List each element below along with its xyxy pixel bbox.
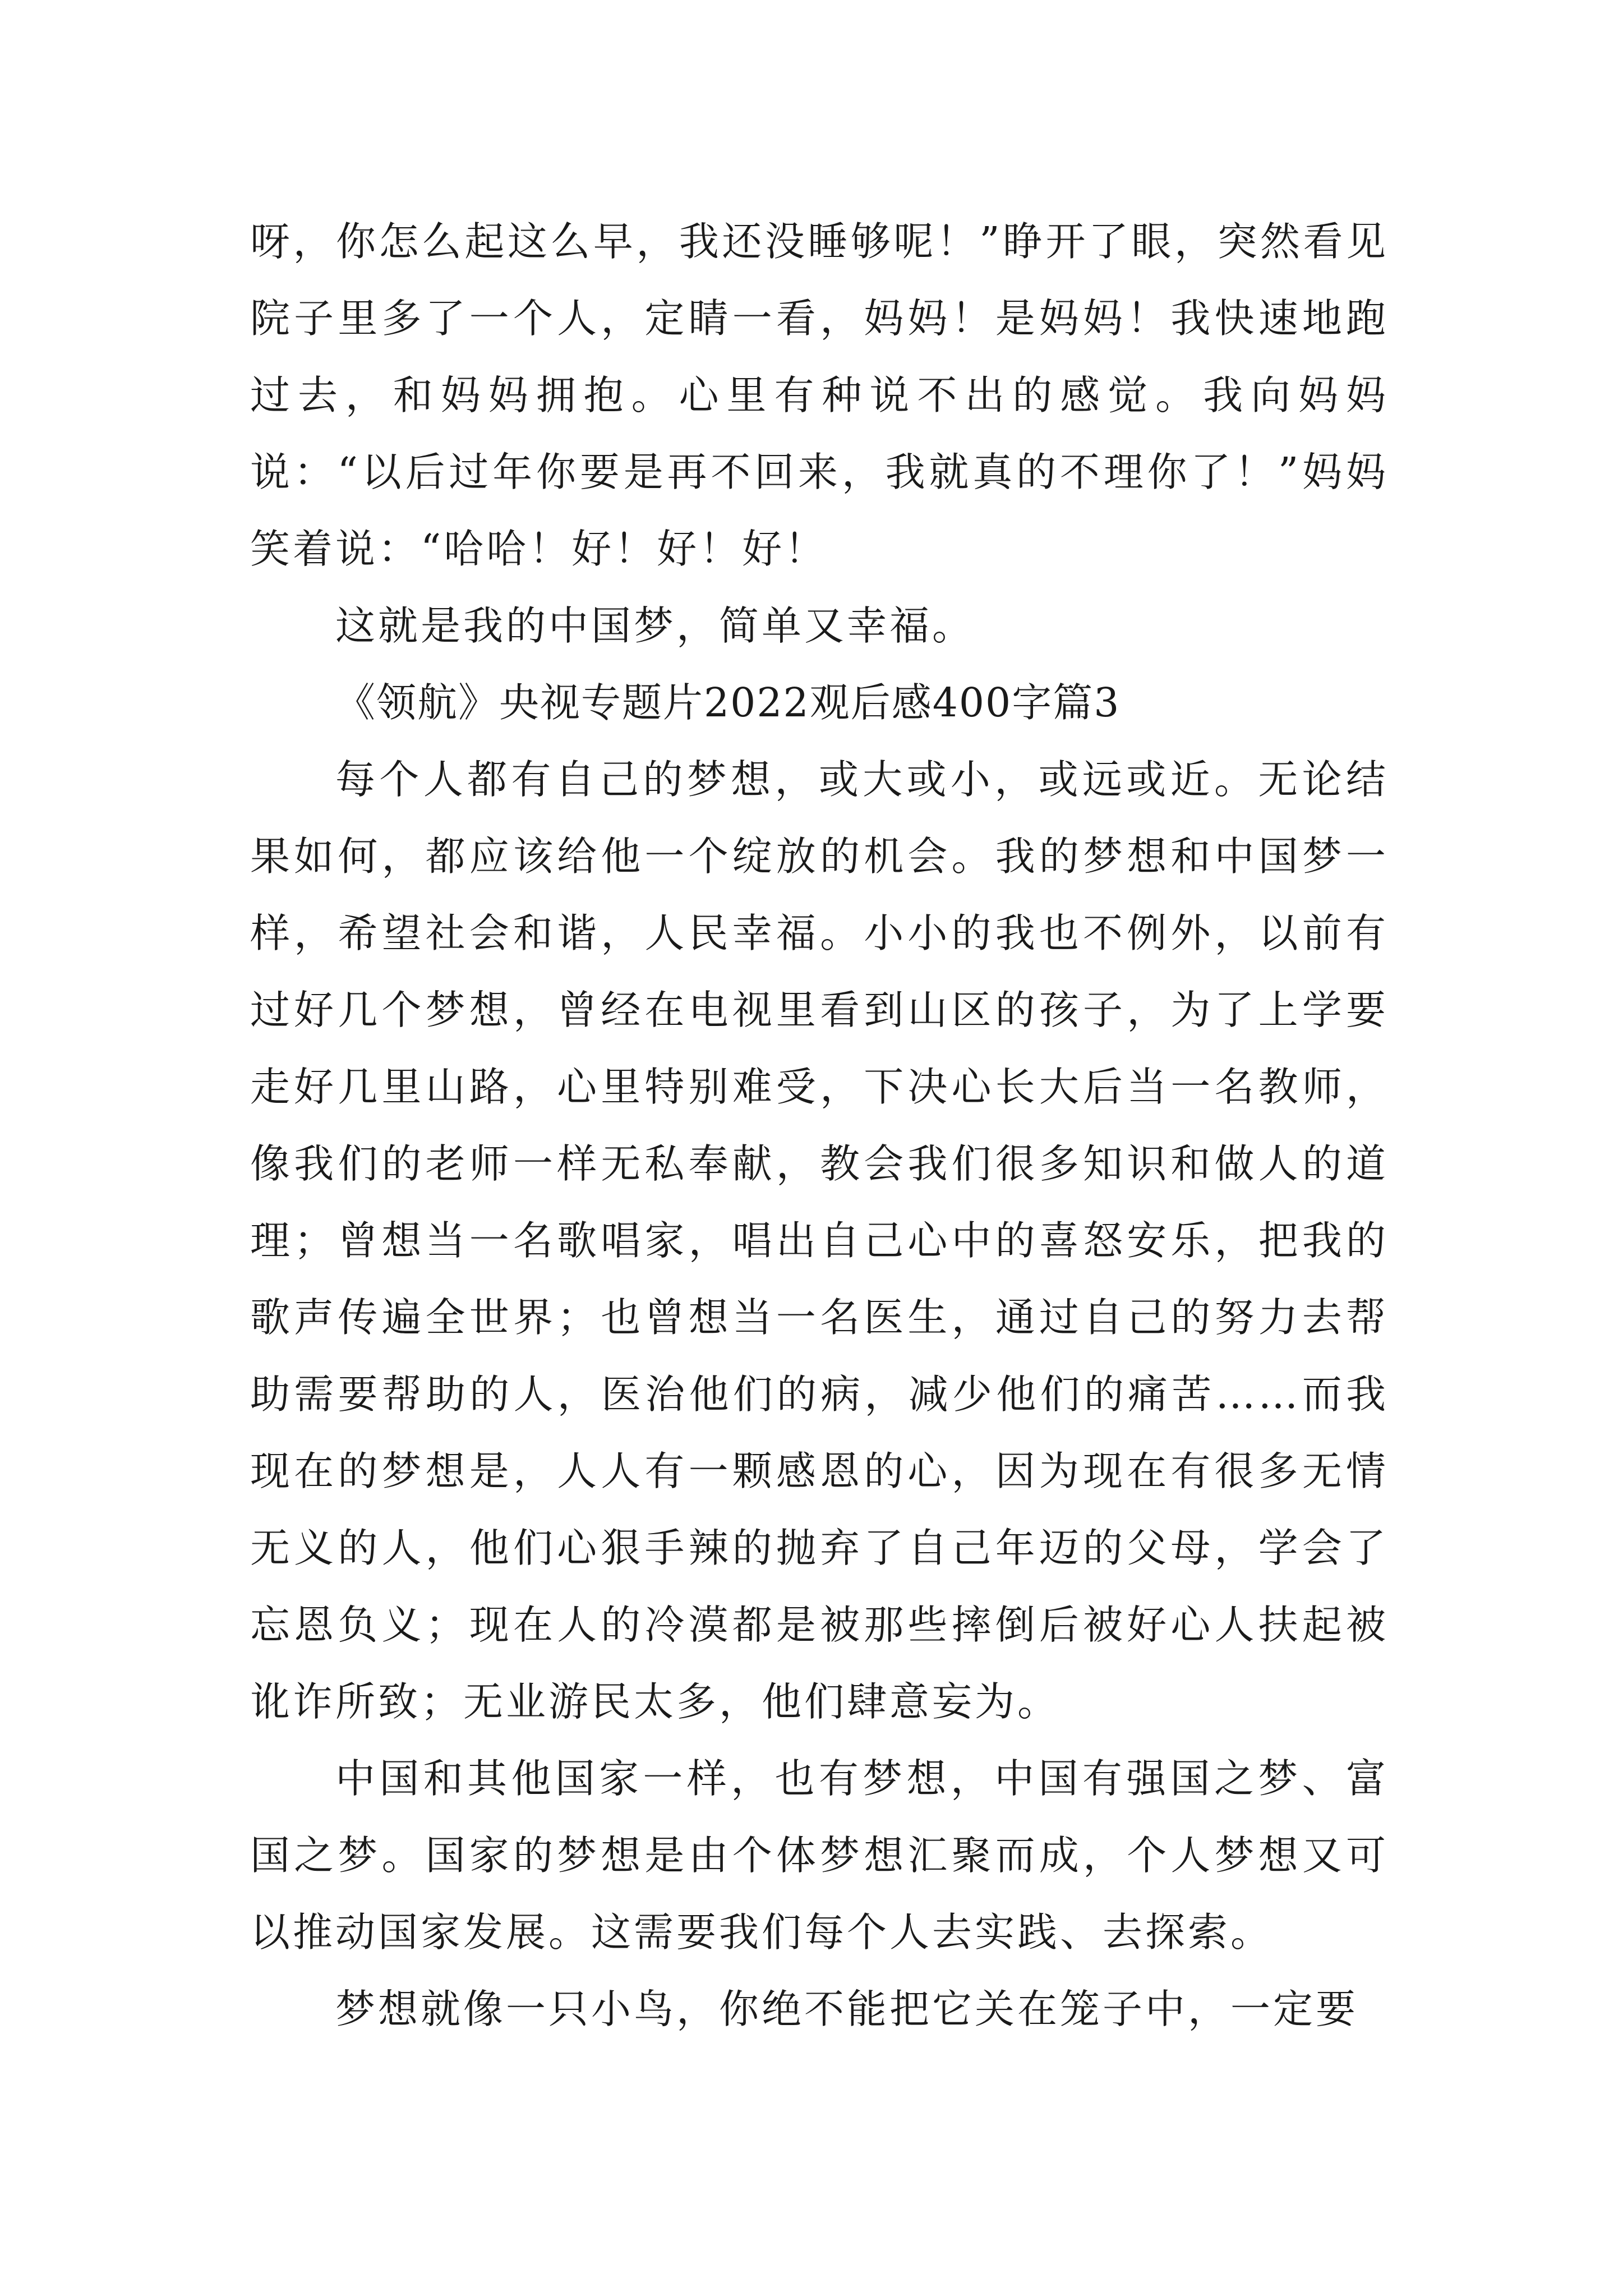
paragraph-continued-story: 呀，你怎么起这么早，我还没睡够呢！”睁开了眼，突然看见院子里多了一个人，定睛一看，妈妈！是妈妈！我快速地跑过去，和妈妈拥抱。心里有种说不出的感觉。我向妈妈说：“以后过年你要是再不回来，我就真的不理你了！”妈妈笑着说：“哈哈！好！好！好！ (250, 218, 1389, 572)
paragraph-personal-dreams: 每个人都有自己的梦想，或大或小，或远或近。无论结果如何，都应该给他一个绽放的机会。我的梦想和中国梦一样，希望社会和谐，人民幸福。小小的我也不例外，以前有过好几个梦想，曾经在电视里看到山区的孩子，为了上学要走好几里山路，心里特别难受，下决心长大后当一名教师，像我们的老师一样无私奉献，教会我们很多知识和做人的道理；曾想当一名歌唱家，唱出自己心中的喜怒安乐，把我的歌声传遍全世界；也曾想当一名医生，通过自己的努力去帮助需要帮助的人，医治他们的病，减少他们的痛苦……而我现在的梦想是，人人有一颗感恩的心，因为现在有很多无情无义的人，他们心狠手辣的抛弃了自己年迈的父母，学会了忘恩负义；现在人的冷漠都是被那些摔倒后被好心人扶起被讹诈所致；无业游民太多，他们肆意妄为。 (250, 756, 1389, 1725)
document-body (250, 203, 1389, 2047)
paragraph-chinese-dream-summary: 这就是我的中国梦，简单又幸福。 (335, 602, 975, 649)
paragraph-national-dream: 中国和其他国家一样，也有梦想，中国有强国之梦、富国之梦。国家的梦想是由个体梦想汇聚而成，个人梦想又可以推动国家发展。这需要我们每个人去实践、去探索。 (250, 1755, 1389, 1955)
paragraph-dream-like-bird: 梦想就像一只小鸟，你绝不能把它关在笼子中，一定要 (335, 1986, 1359, 2032)
section-heading: 《领航》央视专题片2022观后感400字篇3 (335, 679, 1121, 726)
